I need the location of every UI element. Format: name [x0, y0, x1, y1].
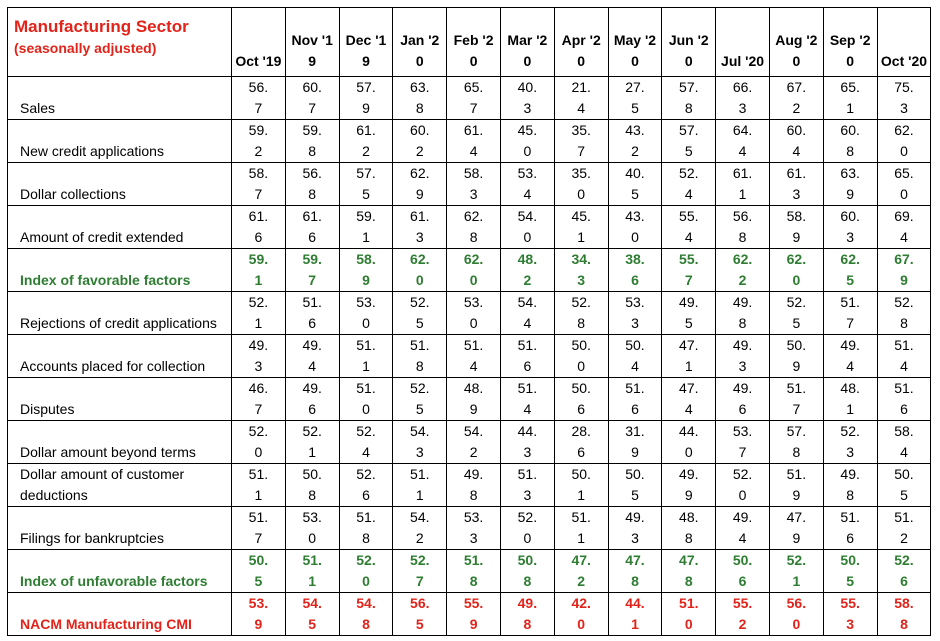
table-cell: 54.2: [393, 507, 447, 550]
table-cell: 46.7: [232, 378, 286, 421]
table-cell: 49.3: [608, 507, 662, 550]
table-cell: 53.3: [447, 507, 501, 550]
table-cell: 51.8: [393, 335, 447, 378]
table-cell: 55.3: [823, 593, 877, 636]
table-cell: 67.2: [769, 77, 823, 120]
table-cell: 43.2: [608, 120, 662, 163]
table-cell: 51.6: [877, 378, 931, 421]
table-cell: 44.3: [500, 421, 554, 464]
table-cell: 53.0: [447, 292, 501, 335]
month-header: Oct '19: [232, 8, 286, 77]
table-row: [8, 421, 931, 464]
table-cell: 58.9: [339, 249, 393, 292]
table-row: [8, 593, 931, 636]
table-cell: 57.8: [662, 77, 716, 120]
table-cell: 58.4: [877, 421, 931, 464]
table-cell: 63.9: [823, 163, 877, 206]
row-label: Index of favorable factors: [8, 249, 232, 292]
table-cell: 51.3: [500, 464, 554, 507]
table-cell: 52.1: [285, 421, 339, 464]
table-cell: 50.8: [285, 464, 339, 507]
table-cell: 58.3: [447, 163, 501, 206]
table-cell: 52.5: [769, 292, 823, 335]
table-cell: 62.9: [393, 163, 447, 206]
table-cell: 52.8: [554, 292, 608, 335]
table-cell: 52.4: [662, 163, 716, 206]
table-cell: 51.7: [232, 507, 286, 550]
table-cell: 61.3: [769, 163, 823, 206]
table-cell: 49.8: [500, 593, 554, 636]
table-cell: 56.7: [232, 77, 286, 120]
table-cell: 51.8: [447, 550, 501, 593]
table-cell: 49.5: [662, 292, 716, 335]
month-header: Jun '20: [662, 8, 716, 77]
table-cell: 27.5: [608, 77, 662, 120]
table-row: [8, 249, 931, 292]
table-row: [8, 335, 931, 378]
table-cell: 75.3: [877, 77, 931, 120]
table-cell: 49.6: [716, 378, 770, 421]
month-header: Jan '20: [393, 8, 447, 77]
table-cell: 53.9: [232, 593, 286, 636]
table-cell: 65.0: [877, 163, 931, 206]
table-cell: 49.8: [716, 292, 770, 335]
table-cell: 47.9: [769, 507, 823, 550]
table-cell: 43.0: [608, 206, 662, 249]
table-cell: 40.3: [500, 77, 554, 120]
table-cell: 60.8: [823, 120, 877, 163]
table-cell: 51.0: [339, 378, 393, 421]
table-cell: 40.5: [608, 163, 662, 206]
table-cell: 54.3: [393, 421, 447, 464]
table-row: [8, 378, 931, 421]
table-cell: 49.3: [232, 335, 286, 378]
table-cell: 51.9: [769, 464, 823, 507]
table-cell: 62.2: [716, 249, 770, 292]
table-subtitle: (seasonally adjusted): [14, 40, 157, 56]
table-cell: 55.9: [447, 593, 501, 636]
table-cell: 38.6: [608, 249, 662, 292]
table-cell: 60.4: [769, 120, 823, 163]
table-cell: 55.2: [716, 593, 770, 636]
table-cell: 52.4: [339, 421, 393, 464]
month-header: Nov '19: [285, 8, 339, 77]
table-cell: 59.7: [285, 249, 339, 292]
month-header: Apr '20: [554, 8, 608, 77]
table-cell: 48.8: [662, 507, 716, 550]
row-label: Dollar amount of customer deductions: [8, 464, 232, 507]
table-cell: 47.1: [662, 335, 716, 378]
table-cell: 65.1: [823, 77, 877, 120]
manufacturing-sector-table: [7, 7, 931, 636]
table-cell: 60.2: [393, 120, 447, 163]
header-row: [8, 8, 931, 77]
table-cell: 21.4: [554, 77, 608, 120]
table-cell: 59.1: [339, 206, 393, 249]
table-cell: 52.8: [877, 292, 931, 335]
month-header: May '20: [608, 8, 662, 77]
table-cell: 44.0: [662, 421, 716, 464]
table-cell: 61.6: [232, 206, 286, 249]
table-cell: 45.0: [500, 120, 554, 163]
table-cell: 52.5: [393, 292, 447, 335]
table-cell: 45.1: [554, 206, 608, 249]
table-cell: 65.7: [447, 77, 501, 120]
row-label: Index of unfavorable factors: [8, 550, 232, 593]
table-cell: 57.5: [339, 163, 393, 206]
table-cell: 50.8: [500, 550, 554, 593]
table-cell: 52.5: [393, 378, 447, 421]
table-row: [8, 507, 931, 550]
table-cell: 52.1: [769, 550, 823, 593]
table-cell: 42.0: [554, 593, 608, 636]
table-cell: 47.2: [554, 550, 608, 593]
table-row: [8, 292, 931, 335]
table-cell: 52.6: [339, 464, 393, 507]
table-cell: 44.1: [608, 593, 662, 636]
table-cell: 54.4: [500, 292, 554, 335]
table-cell: 49.4: [823, 335, 877, 378]
table-cell: 51.2: [877, 507, 931, 550]
table-cell: 54.2: [447, 421, 501, 464]
table-cell: 51.7: [823, 292, 877, 335]
table-cell: 54.0: [500, 206, 554, 249]
table-cell: 51.1: [339, 335, 393, 378]
table-cell: 58.7: [232, 163, 286, 206]
table-cell: 61.3: [393, 206, 447, 249]
row-label: NACM Manufacturing CMI: [8, 593, 232, 636]
row-label: Dollar amount beyond terms: [8, 421, 232, 464]
table-cell: 59.8: [285, 120, 339, 163]
table-cell: 52.6: [877, 550, 931, 593]
table-cell: 62.0: [393, 249, 447, 292]
table-cell: 51.1: [285, 550, 339, 593]
table-cell: 59.1: [232, 249, 286, 292]
table-cell: 51.1: [393, 464, 447, 507]
table-cell: 50.9: [769, 335, 823, 378]
table-cell: 51.8: [339, 507, 393, 550]
table-cell: 52.1: [232, 292, 286, 335]
table-cell: 63.8: [393, 77, 447, 120]
table-cell: 62.8: [447, 206, 501, 249]
table-cell: 48.1: [823, 378, 877, 421]
table-cell: 51.1: [554, 507, 608, 550]
table-cell: 52.0: [500, 507, 554, 550]
table-cell: 31.9: [608, 421, 662, 464]
row-label: Disputes: [8, 378, 232, 421]
table-cell: 61.4: [447, 120, 501, 163]
table-cell: 62.0: [877, 120, 931, 163]
row-label: Amount of credit extended: [8, 206, 232, 249]
table-cell: 51.6: [500, 335, 554, 378]
table-cell: 62.5: [823, 249, 877, 292]
table-cell: 69.4: [877, 206, 931, 249]
month-header: Oct '20: [877, 8, 931, 77]
table-cell: 52.0: [232, 421, 286, 464]
table-cell: 53.3: [608, 292, 662, 335]
row-label: Filings for bankruptcies: [8, 507, 232, 550]
table-cell: 51.6: [823, 507, 877, 550]
table-cell: 62.0: [447, 249, 501, 292]
table-cell: 50.5: [877, 464, 931, 507]
table-cell: 49.6: [285, 378, 339, 421]
month-header: Feb '20: [447, 8, 501, 77]
table-cell: 51.7: [769, 378, 823, 421]
table-cell: 50.5: [608, 464, 662, 507]
table-cell: 58.8: [877, 593, 931, 636]
table-cell: 51.6: [285, 292, 339, 335]
table-cell: 57.5: [662, 120, 716, 163]
table-title-cell: [8, 8, 232, 77]
table-cell: 52.7: [393, 550, 447, 593]
table-cell: 56.8: [285, 163, 339, 206]
table-cell: 47.8: [608, 550, 662, 593]
table-cell: 48.2: [500, 249, 554, 292]
table-cell: 47.4: [662, 378, 716, 421]
table-cell: 49.4: [716, 507, 770, 550]
row-label: Accounts placed for collection: [8, 335, 232, 378]
table-cell: 50.4: [608, 335, 662, 378]
table-cell: 61.1: [716, 163, 770, 206]
table-cell: 61.6: [285, 206, 339, 249]
table-cell: 47.8: [662, 550, 716, 593]
table-cell: 51.6: [608, 378, 662, 421]
row-label: New credit applications: [8, 120, 232, 163]
table-cell: 58.9: [769, 206, 823, 249]
table-cell: 64.4: [716, 120, 770, 163]
table-cell: 52.0: [716, 464, 770, 507]
table-cell: 50.6: [716, 550, 770, 593]
table-cell: 54.8: [339, 593, 393, 636]
month-header: Jul '20: [716, 8, 770, 77]
table-cell: 49.9: [662, 464, 716, 507]
table-cell: 62.0: [769, 249, 823, 292]
table-row: [8, 120, 931, 163]
table-row: [8, 206, 931, 249]
table-cell: 49.3: [716, 335, 770, 378]
table-cell: 49.8: [823, 464, 877, 507]
table-cell: 60.7: [285, 77, 339, 120]
table-cell: 57.9: [339, 77, 393, 120]
table-cell: 35.0: [554, 163, 608, 206]
table-cell: 34.3: [554, 249, 608, 292]
table-cell: 51.4: [500, 378, 554, 421]
table-cell: 52.3: [823, 421, 877, 464]
table-cell: 51.4: [877, 335, 931, 378]
table-cell: 61.2: [339, 120, 393, 163]
table-cell: 50.0: [554, 335, 608, 378]
table-cell: 57.8: [769, 421, 823, 464]
table-row: [8, 163, 931, 206]
table-cell: 60.3: [823, 206, 877, 249]
month-header: Mar '20: [500, 8, 554, 77]
row-label: Dollar collections: [8, 163, 232, 206]
table-cell: 49.4: [285, 335, 339, 378]
table-cell: 66.3: [716, 77, 770, 120]
table-cell: 54.5: [285, 593, 339, 636]
table-row: [8, 550, 931, 593]
table-row: [8, 77, 931, 120]
table-cell: 50.6: [554, 378, 608, 421]
row-label: Sales: [8, 77, 232, 120]
table-cell: 56.8: [716, 206, 770, 249]
table-cell: 53.7: [716, 421, 770, 464]
table-cell: 35.7: [554, 120, 608, 163]
table-cell: 51.1: [232, 464, 286, 507]
table-row: [8, 464, 931, 507]
table-cell: 28.6: [554, 421, 608, 464]
table-cell: 53.4: [500, 163, 554, 206]
table-cell: 51.4: [447, 335, 501, 378]
table-cell: 67.9: [877, 249, 931, 292]
table-cell: 52.0: [339, 550, 393, 593]
month-header: Dec '19: [339, 8, 393, 77]
table-cell: 53.0: [339, 292, 393, 335]
table-cell: 59.2: [232, 120, 286, 163]
month-header: Aug '20: [769, 8, 823, 77]
table-title: Manufacturing Sector: [14, 17, 189, 36]
table-cell: 56.0: [769, 593, 823, 636]
month-header: Sep '20: [823, 8, 877, 77]
table-cell: 50.5: [232, 550, 286, 593]
table-cell: 49.8: [447, 464, 501, 507]
row-label: Rejections of credit applications: [8, 292, 232, 335]
table-cell: 55.4: [662, 206, 716, 249]
table-cell: 50.5: [823, 550, 877, 593]
table-cell: 55.7: [662, 249, 716, 292]
table-cell: 53.0: [285, 507, 339, 550]
table-cell: 56.5: [393, 593, 447, 636]
table-cell: 51.0: [662, 593, 716, 636]
table-cell: 48.9: [447, 378, 501, 421]
table-cell: 50.1: [554, 464, 608, 507]
